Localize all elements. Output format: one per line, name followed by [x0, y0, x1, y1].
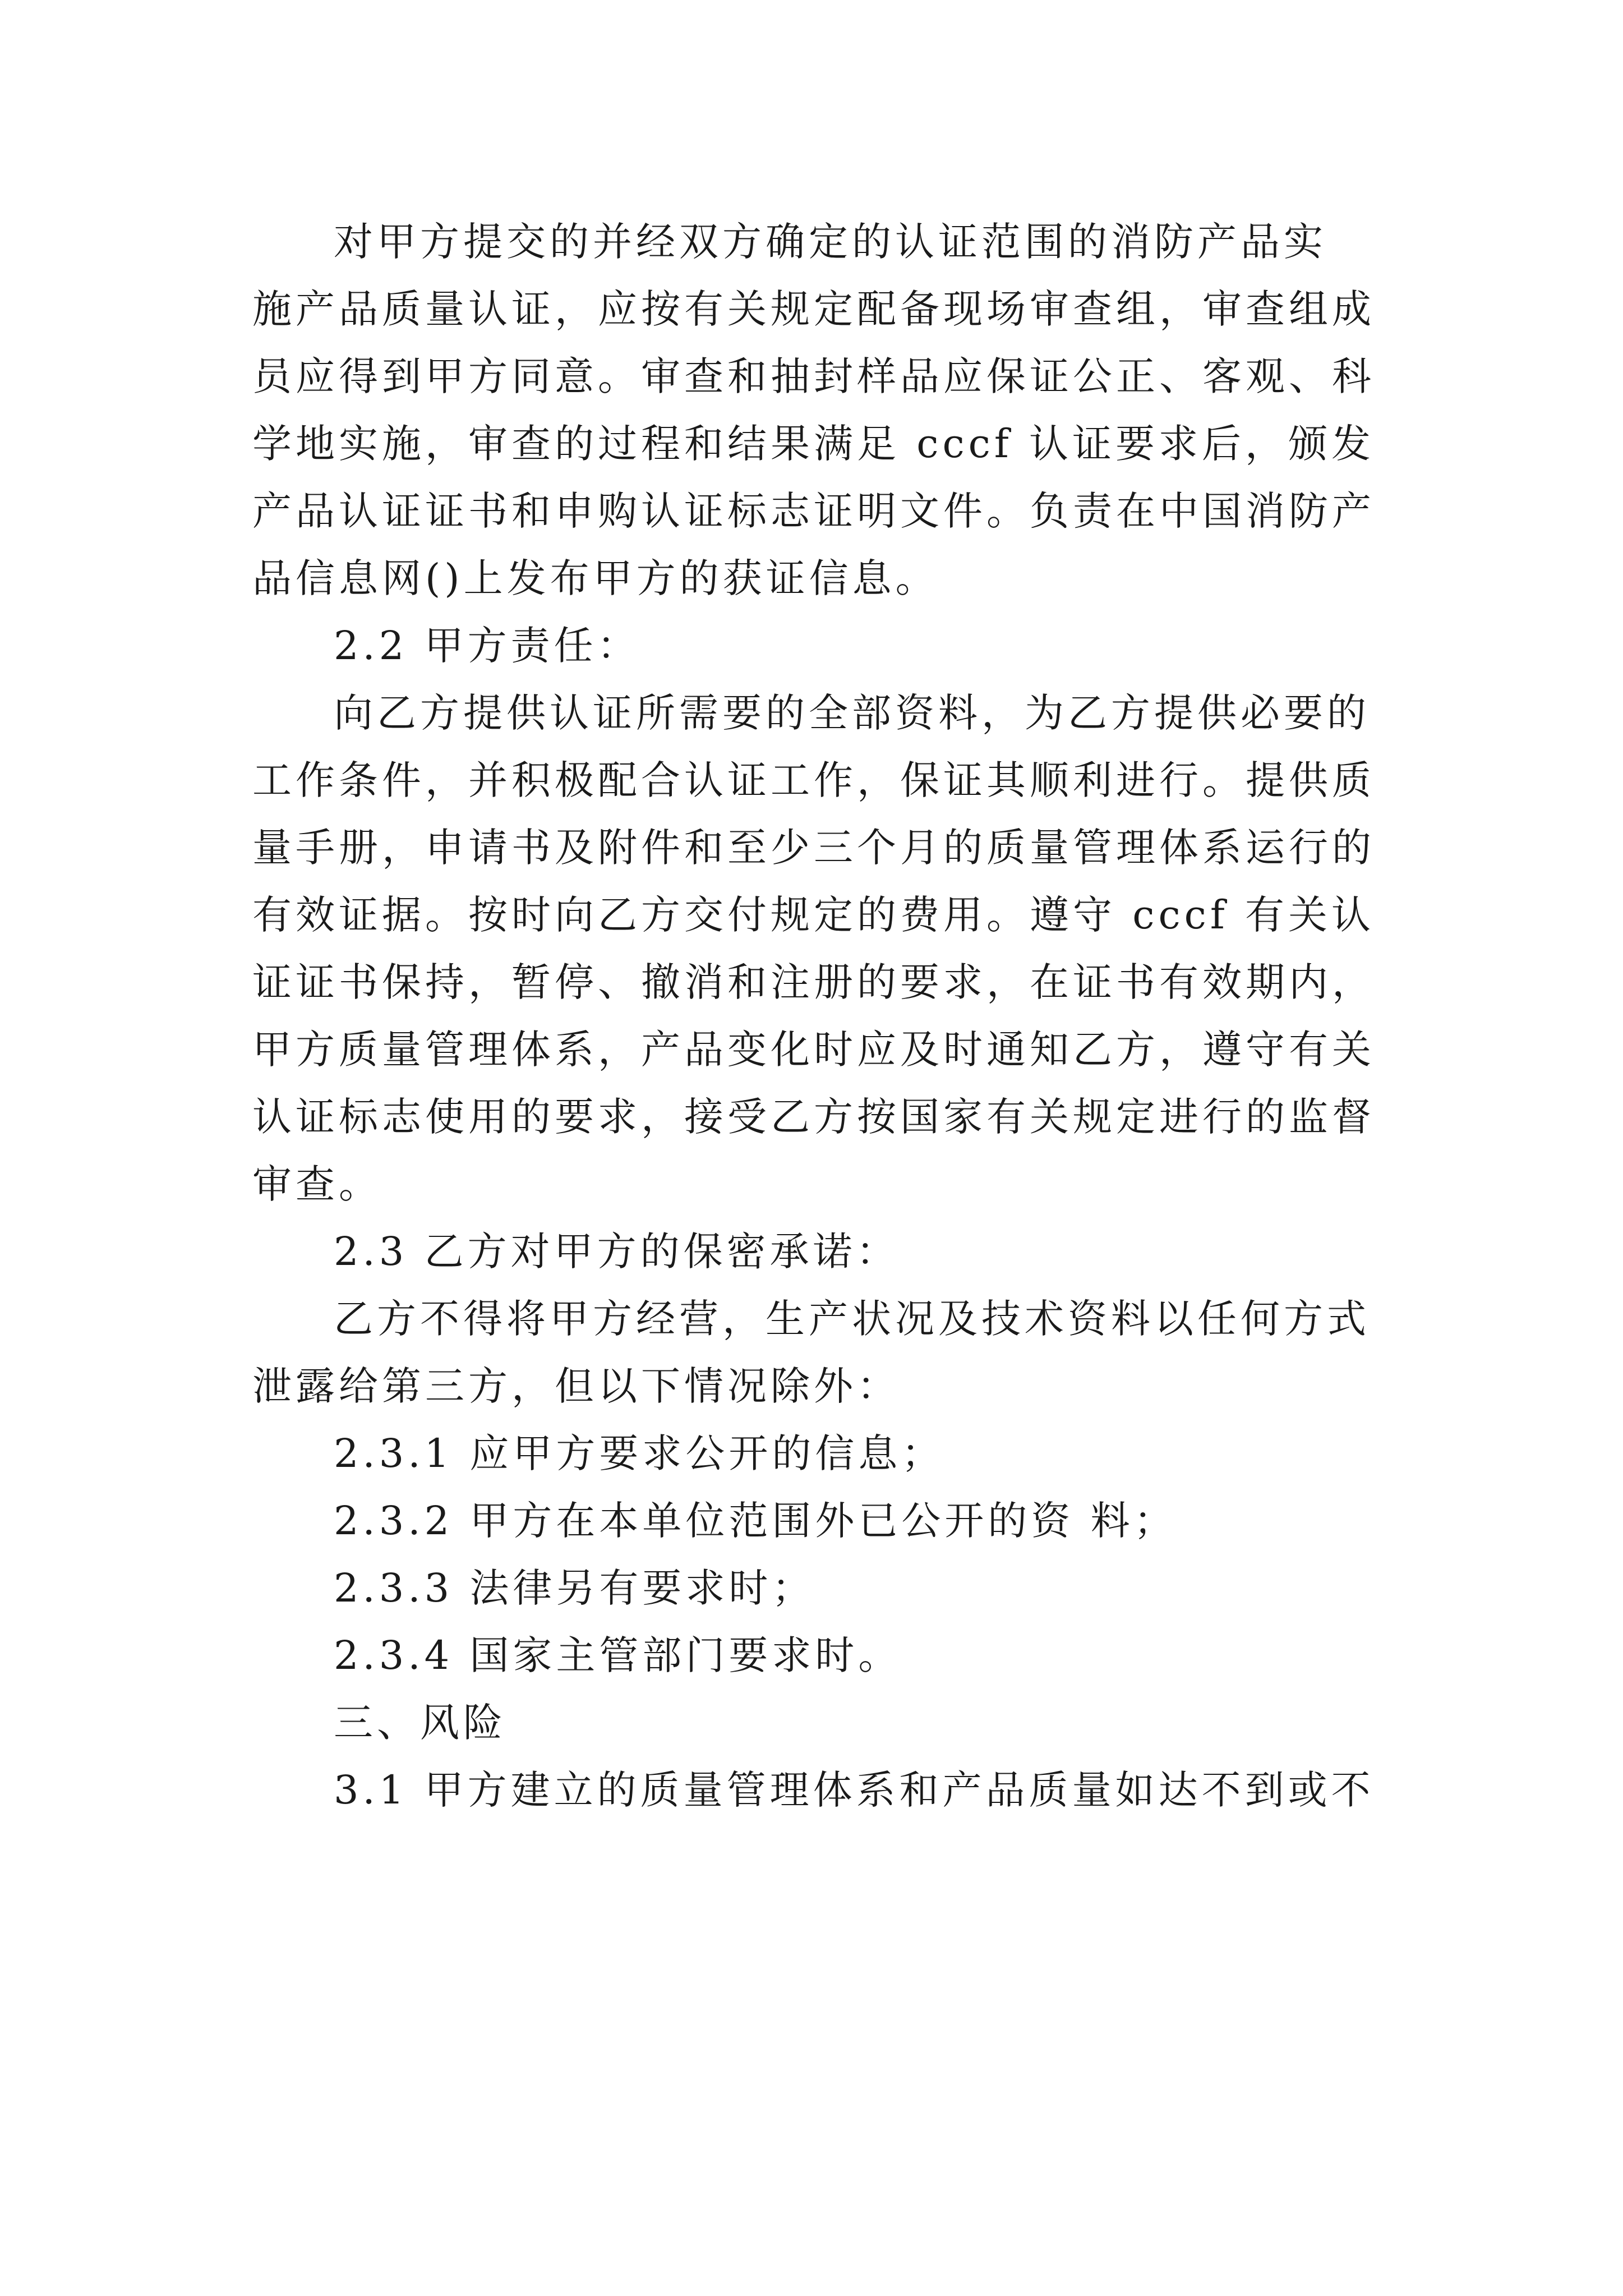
paragraph-line: 品信息网()上发布甲方的获证信息。	[252, 555, 939, 601]
list-item: 2.3.1 应甲方要求公开的信息；	[334, 1430, 945, 1476]
paragraph-line: 工作条件，并积极配合认证工作，保证其顺利进行。提供质	[252, 757, 1375, 803]
section-heading: 三、风险	[334, 1700, 506, 1746]
paragraph-line: 产品认证证书和申购认证标志证明文件。负责在中国消防产	[252, 488, 1375, 534]
paragraph-line: 甲方质量管理体系，产品变化时应及时通知乙方，遵守有关	[252, 1027, 1375, 1073]
paragraph-line: 泄露给第三方，但以下情况除外：	[252, 1363, 900, 1409]
paragraph-line: 3.1 甲方建立的质量管理体系和产品质量如达不到或不	[334, 1767, 1375, 1813]
paragraph-line: 认证标志使用的要求，接受乙方按国家有关规定进行的监督	[252, 1094, 1375, 1140]
paragraph-line: 量手册，申请书及附件和至少三个月的质量管理体系运行的	[252, 825, 1375, 871]
section-heading: 2.2 甲方责任：	[334, 623, 640, 669]
list-item: 2.3.4 国家主管部门要求时。	[334, 1632, 902, 1678]
paragraph-line: 员应得到甲方同意。审查和抽封样品应保证公正、客观、科	[252, 353, 1375, 399]
list-item: 2.3.2 甲方在本单位范围外已公开的资 料；	[334, 1498, 1177, 1544]
list-item: 2.3.3 法律另有要求时；	[334, 1565, 815, 1611]
paragraph-line: 有效证据。按时向乙方交付规定的费用。遵守 cccf 有关认	[252, 892, 1375, 938]
paragraph-line: 施产品质量认证，应按有关规定配备现场审查组，审查组成	[252, 286, 1375, 332]
paragraph-line: 乙方不得将甲方经营，生产状况及技术资料以任何方式	[334, 1296, 1370, 1342]
section-heading: 2.3 乙方对甲方的保密承诺：	[334, 1228, 900, 1274]
paragraph-line: 证证书保持，暂停、撤消和注册的要求，在证书有效期内，	[252, 959, 1375, 1005]
paragraph-line: 学地实施，审查的过程和结果满足 cccf 认证要求后，颁发	[252, 421, 1375, 467]
paragraph-line: 审查。	[252, 1161, 382, 1207]
paragraph-line: 向乙方提供认证所需要的全部资料，为乙方提供必要的	[334, 690, 1370, 736]
paragraph-line: 对甲方提交的并经双方确定的认证范围的消防产品实	[334, 219, 1327, 265]
